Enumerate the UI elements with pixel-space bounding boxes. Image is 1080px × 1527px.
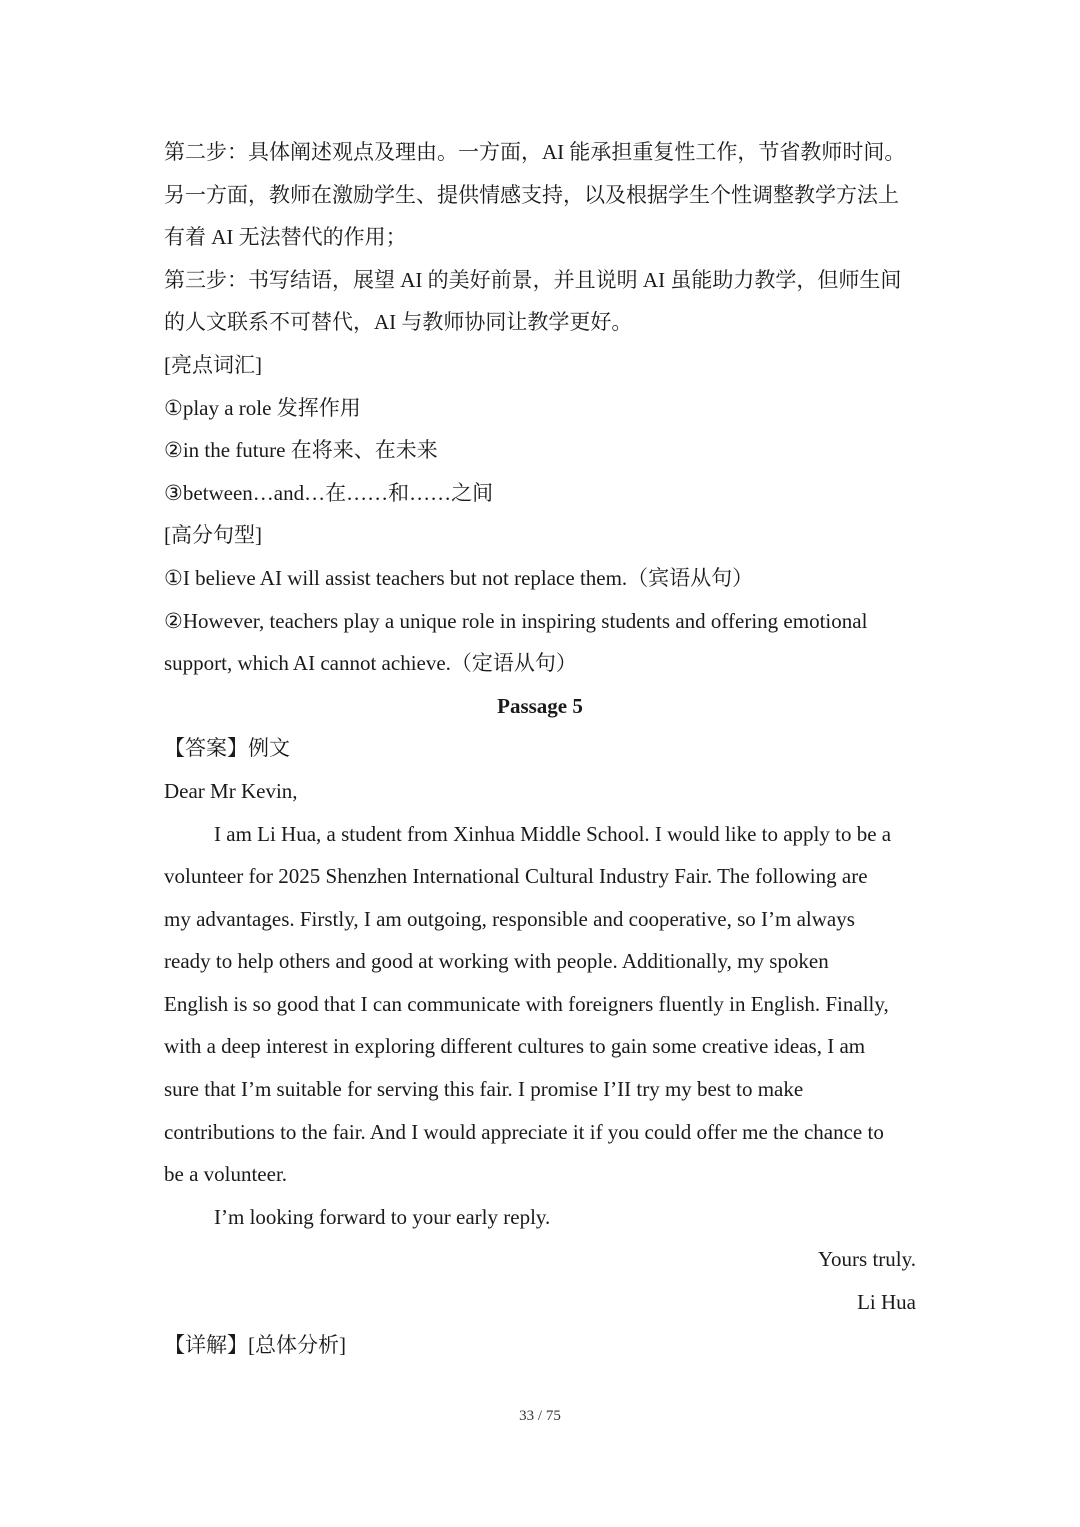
- sentence-item: ①I believe AI will assist teachers but not replace them.（宾语从句）: [164, 565, 754, 590]
- answer-label: 【答案】例文: [164, 736, 290, 761]
- detail-label: 【详解】[总体分析]: [164, 1332, 346, 1357]
- vocab-item: ②in the future 在将来、在未来: [164, 438, 438, 463]
- letter-salutation: Dear Mr Kevin,: [164, 778, 298, 803]
- letter-body-line: my advantages. Firstly, I am outgoing, responsible and cooperative, so I’m always: [164, 906, 855, 931]
- letter-body-line: sure that I’m suitable for serving this fair. I promise I’II try my best to make: [164, 1077, 804, 1102]
- letter-body-line: be a volunteer.: [164, 1162, 288, 1187]
- letter-body-line: contributions to the fair. And I would appreciate it if you could offer me the chance to: [164, 1119, 884, 1144]
- letter-body-line: volunteer for 2025 Shenzhen International Cultural Industry Fair. The following are: [164, 864, 868, 889]
- vocab-heading: [亮点词汇]: [164, 352, 262, 377]
- page-content: [164, 131, 916, 1366]
- letter-closing-line: I’m looking forward to your early reply.: [214, 1204, 551, 1229]
- letter-signature: Li Hua: [857, 1290, 916, 1315]
- letter-body-line: with a deep interest in exploring different cultures to gain some creative ideas, I am: [164, 1034, 866, 1059]
- passage-title: Passage 5: [497, 693, 583, 718]
- step2-line-2: 另一方面，教师在激励学生、提供情感支持，以及根据学生个性调整教学方法上: [164, 182, 899, 207]
- sentence-item: ②However, teachers play a unique role in inspiring students and offering emotional: [164, 608, 868, 633]
- step2-line-3: 有着 AI 无法替代的作用；: [164, 225, 407, 250]
- vocab-item: ③between…and…在……和……之间: [164, 480, 494, 505]
- page-number: 33 / 75: [519, 1408, 561, 1424]
- vocab-item: ①play a role 发挥作用: [164, 395, 361, 420]
- letter-body-line: English is so good that I can communicate with foreigners fluently in English. Finally,: [164, 991, 889, 1016]
- step3-line-1: 第三步：书写结语，展望 AI 的美好前景，并且说明 AI 虽能助力教学，但师生间: [164, 267, 902, 292]
- sentence-item-continued: support, which AI cannot achieve.（定语从句）: [164, 651, 577, 676]
- letter-body-line: I am Li Hua, a student from Xinhua Middle School. I would like to apply to be a: [214, 821, 892, 846]
- letter-body-line: ready to help others and good at working with people. Additionally, my spoken: [164, 949, 829, 974]
- step3-line-2: 的人文联系不可替代，AI 与教师协同让教学更好。: [164, 310, 633, 335]
- letter-sign-off: Yours truly.: [817, 1247, 916, 1272]
- sentence-heading: [高分句型]: [164, 523, 262, 548]
- step2-line-1: 第二步：具体阐述观点及理由。一方面，AI 能承担重复性工作，节省教师时间。: [164, 140, 906, 164]
